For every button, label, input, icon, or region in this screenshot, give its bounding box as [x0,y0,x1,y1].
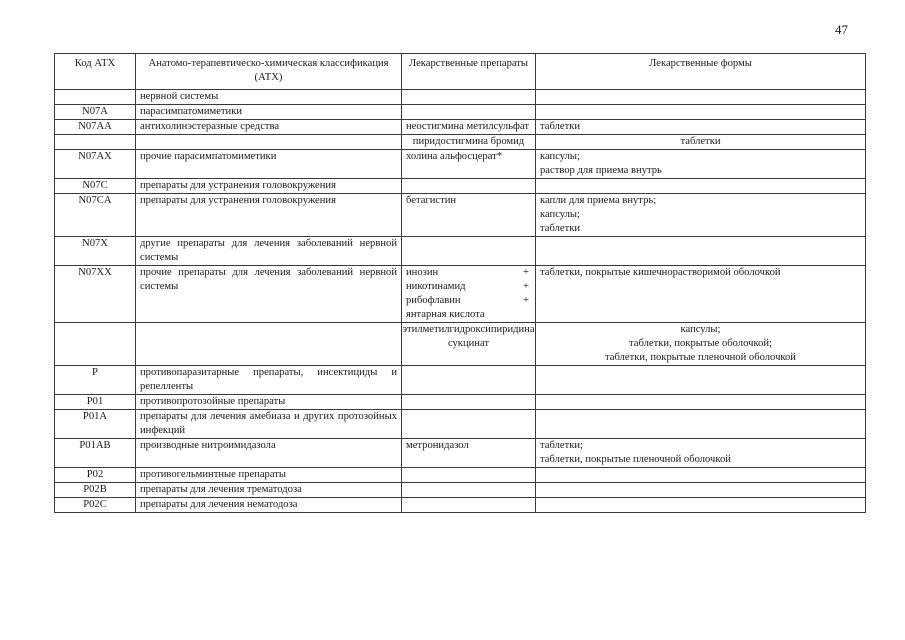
drugs-cell [402,135,536,150]
dosage-form: таблетки, покрытые оболочкой; [629,338,772,349]
table-row [55,498,866,513]
atx-code-cell: P01 [55,395,136,410]
forms-cell [536,237,866,266]
classification-cell [136,323,402,366]
drug-entry [406,280,531,294]
drug-entry [406,294,531,308]
forms-cell [536,266,866,323]
drug-name: никотинамид [406,281,466,292]
dosage-form: капсулы; [540,151,580,162]
classification-cell: прочие парасимпатомиметики [136,150,402,179]
drugs-cell [402,266,536,323]
drugs-cell [402,179,536,194]
dosage-form: таблетки, покрытые пленочной оболочкой [540,454,731,465]
classification-cell: другие препараты для лечения заболеваний нервной системы [136,237,402,266]
drugs-cell [402,366,536,395]
drug-entry [406,194,531,208]
forms-cell [536,483,866,498]
table-row [55,410,866,439]
atx-code-cell: N07AX [55,150,136,179]
classification-cell: препараты для устранения головокружения [136,194,402,237]
table-row [55,237,866,266]
drug-name: холина альфосцерат* [406,151,503,162]
dosage-form: таблетки, покрытые кишечнорастворимой оболочкой [540,267,781,278]
header-classification: Анатомо-терапевтическо-химическая классификация (АТХ) [136,54,402,90]
classification-cell: парасимпатомиметики [136,105,402,120]
drug-name: неостигмина метилсульфат [406,121,529,132]
table-header-row [55,54,866,90]
table-row [55,439,866,468]
atx-code-cell [55,135,136,150]
table-row [55,194,866,237]
atx-code-cell: N07AA [55,120,136,135]
atx-code-cell: N07XX [55,266,136,323]
drugs-cell [402,120,536,135]
drugs-cell [402,439,536,468]
atx-code-cell: P01A [55,410,136,439]
table-row [55,135,866,150]
classification-cell [136,135,402,150]
drugs-cell [402,323,536,366]
forms-cell [536,179,866,194]
forms-cell [536,120,866,135]
atx-code-cell: N07A [55,105,136,120]
atx-code-cell: N07X [55,237,136,266]
classification-cell: производные нитроимидазола [136,439,402,468]
table-body [55,90,866,513]
table-row [55,150,866,179]
atx-code-cell: P02C [55,498,136,513]
dosage-form: капсулы; [680,324,721,335]
classification-cell: препараты для лечения трематодоза [136,483,402,498]
dosage-form: раствор для приема внутрь [540,165,662,176]
header-drugs: Лекарственные препараты [402,54,536,90]
page-number: 47 [835,22,848,37]
dosage-form: капли для приема внутрь; [540,195,657,206]
header-code: Код АТХ [55,54,136,90]
table-row [55,366,866,395]
drug-entry [406,439,531,453]
drug-entry [406,266,531,280]
atx-code-cell: N07C [55,179,136,194]
atx-code-cell: P01AB [55,439,136,468]
forms-cell [536,135,866,150]
drugs-cell [402,468,536,483]
forms-cell [536,90,866,105]
drugs-cell [402,483,536,498]
atx-code-cell: P02 [55,468,136,483]
drugs-cell [402,105,536,120]
atx-code-cell: P [55,366,136,395]
forms-cell [536,150,866,179]
drugs-cell [402,194,536,237]
drugs-cell [402,395,536,410]
drugs-cell [402,150,536,179]
forms-cell [536,498,866,513]
classification-cell: препараты для лечения амебиаза и других протозойных инфекций [136,410,402,439]
drugs-cell [402,410,536,439]
classification-cell: препараты для лечения нематодоза [136,498,402,513]
table-row [55,395,866,410]
drug-entry [406,135,531,149]
classification-cell: прочие препараты для лечения заболеваний нервной системы [136,266,402,323]
header-forms: Лекарственные формы [536,54,866,90]
combination-plus-mark: + [523,295,529,306]
dosage-form: таблетки, покрытые пленочной оболочкой [605,352,796,363]
drugs-cell [402,237,536,266]
table-row [55,120,866,135]
drug-entry [406,308,531,322]
table-row [55,468,866,483]
classification-cell: противопаразитарные препараты, инсектициды и репелленты [136,366,402,395]
drug-name: рибофлавин [406,295,461,306]
classification-cell: противогельминтные препараты [136,468,402,483]
drug-name: бетагистин [406,195,457,206]
classification-cell: препараты для устранения головокружения [136,179,402,194]
dosage-form: таблетки [540,223,581,234]
atx-code-cell: P02B [55,483,136,498]
classification-cell: нервной системы [136,90,402,105]
drugs-cell [402,498,536,513]
drug-name: метронидазол [406,440,469,451]
dosage-form: таблетки; [540,440,583,451]
dosage-form: таблетки [680,136,721,147]
dosage-form: таблетки [540,121,581,132]
drug-entry [406,120,531,134]
forms-cell [536,194,866,237]
drug-name: инозин [406,267,439,278]
table-row [55,179,866,194]
forms-cell [536,395,866,410]
drug-entry [402,323,535,351]
drug-entry [406,150,531,164]
combination-plus-mark: + [523,267,529,278]
forms-cell [536,468,866,483]
drugs-cell [402,90,536,105]
atx-code-cell: N07CA [55,194,136,237]
table-row [55,105,866,120]
table-row [55,483,866,498]
table-row [55,90,866,105]
forms-cell [536,410,866,439]
classification-cell: антихолинэстеразные средства [136,120,402,135]
atx-table [54,53,866,513]
forms-cell [536,323,866,366]
atx-code-cell [55,90,136,105]
forms-cell [536,105,866,120]
dosage-form: капсулы; [540,209,580,220]
forms-cell [536,439,866,468]
drug-name: этилметилгидроксипиридина сукцинат [402,324,535,349]
table-row [55,323,866,366]
drug-name: пиридостигмина бромид [412,136,525,147]
forms-cell [536,366,866,395]
classification-cell: противопротозойные препараты [136,395,402,410]
combination-plus-mark: + [523,281,529,292]
atx-code-cell [55,323,136,366]
table-row [55,266,866,323]
drug-name: янтарная кислота [406,309,485,320]
